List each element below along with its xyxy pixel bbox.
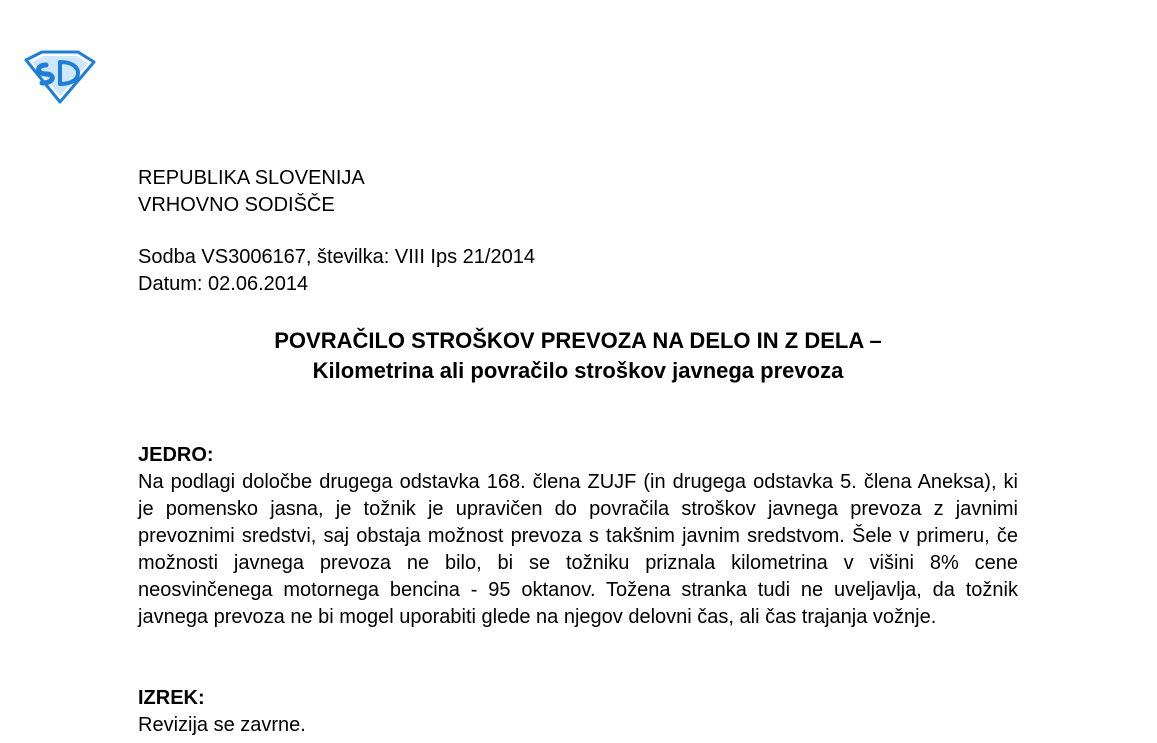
case-number-line [138,244,535,271]
date-label: Datum: [138,273,209,295]
case-info [138,244,535,298]
title-line-1: POVRAČILO STROŠKOV PREVOZA NA DELO IN Z DELA – [274,328,882,353]
date-value: 02.06.2014 [208,273,309,295]
court-header [138,165,365,219]
izrek-body: Revizija se zavrne. [138,714,306,736]
jedro-section [138,442,1018,631]
country-name: REPUBLIKA SLOVENIJA [138,167,365,189]
date-line [138,271,535,298]
document-title [138,326,1018,386]
izrek-heading: IZREK: [138,687,205,709]
case-number-label: Sodba VS3006167, številka: [138,246,395,268]
court-name: VRHOVNO SODIŠČE [138,194,335,216]
sd-shield-logo-icon [22,48,96,104]
title-line-2: Kilometrina ali povračilo stroškov javnega prevoza [312,358,844,383]
case-number-value: VIII Ips 21/2014 [394,246,535,268]
jedro-heading: JEDRO: [138,444,214,466]
jedro-body: Na podlagi določbe drugega odstavka 168. člena ZUJF (in drugega odstavka 5. člena Aneksa), ki je pomensko jasna, je tožnik je upravičen do povračila stroškov javnega prevoza z javnimi prevoznimi sredstvi, saj obstaja možnost prevoza s takšnim javnim sredstvom. Šele v primeru, če možnosti javnega prevoza ne bilo, bi se tožniku priznala kilometrina v višini 8% cene neosvinčenega motornega bencina - 95 oktanov. Tožena stranka tudi ne uveljavlja, da tožnik javnega prevoza ne bi mogel uporabiti glede na njegov delovni čas, ali čas trajanja vožnje. [138,471,1018,628]
izrek-section [138,685,1018,739]
